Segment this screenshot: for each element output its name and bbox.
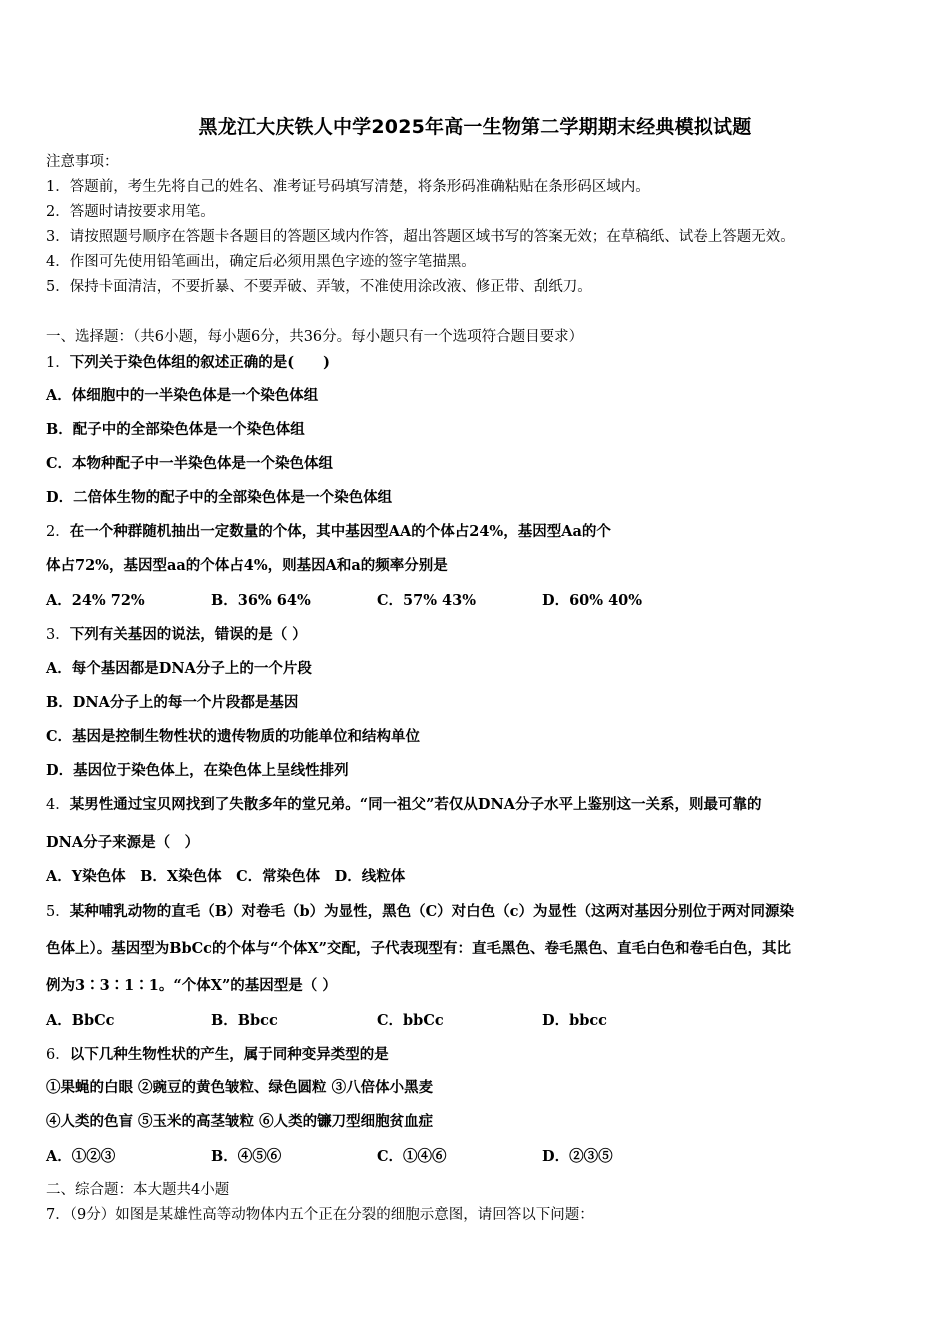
exam-page xyxy=(46,0,916,1344)
question-stem: （9分）如图是某雄性高等动物体内五个正在分裂的细胞示意图，请回答以下问题： xyxy=(69,1207,594,1223)
question-stem: 某男性通过宝贝网找到了失散多年的堂兄弟。“同一祖父”若仅从DNA分子水平上鉴别这一关系，则最可靠的 xyxy=(69,796,762,813)
section2-heading: 二、综合题：本大题共4小题 xyxy=(46,1182,230,1198)
question-number: 4． xyxy=(46,797,70,813)
q4-options: A．Y染色体 B．X染色体 C．常染色体 D．线粒体 xyxy=(46,868,406,885)
q1-option-a: A．体细胞中的一半染色体是一个染色体组 xyxy=(46,387,319,404)
question-stem-cont: 例为3∶3∶1∶1。“个体X”的基因型是（ ） xyxy=(46,977,337,994)
question-4 xyxy=(46,795,762,815)
q6-option-a: A．①②③ xyxy=(46,1148,116,1165)
question-1 xyxy=(46,353,330,373)
q5-option-a: A．BbCc xyxy=(46,1012,115,1029)
q5-option-b: B．Bbcc xyxy=(211,1012,278,1029)
question-stem: 在一个种群随机抽出一定数量的个体，其中基因型AA的个体占24%，基因型Aa的个 xyxy=(69,523,611,540)
question-number: 5． xyxy=(46,904,70,920)
q6-items: ①果蝇的白眼 ②豌豆的黄色皱粒、绿色圆粒 ③八倍体小黑麦 xyxy=(46,1079,434,1096)
notice-item: 3．请按照题号顺序在答题卡各题目的答题区域内作答，超出答题区域书写的答案无效；在草稿纸、试卷上答题无效。 xyxy=(46,229,795,245)
section1-heading: 一、选择题：（共6小题，每小题6分，共36分。每小题只有一个选项符合题目要求） xyxy=(46,329,584,345)
question-number: 2． xyxy=(46,524,70,540)
notice-item: 5．保持卡面清洁，不要折暴、不要弄破、弄皱，不准使用涂改液、修正带、刮纸刀。 xyxy=(46,279,592,295)
question-stem-cont: 体占72%，基因型aa的个体占4%，则基因A和a的频率分别是 xyxy=(46,557,448,574)
question-7 xyxy=(46,1205,594,1225)
page-title: 黑龙江大庆铁人中学2025年高一生物第二学期期末经典模拟试题 xyxy=(198,116,752,138)
q1-option-c: C．本物种配子中一半染色体是一个染色体组 xyxy=(46,455,334,472)
question-number: 1． xyxy=(46,355,70,371)
question-6 xyxy=(46,1045,389,1065)
q2-option-a: A．24% 72% xyxy=(46,592,145,609)
q3-option-d: D．基因位于染色体上，在染色体上呈线性排列 xyxy=(46,762,349,779)
question-5 xyxy=(46,902,794,922)
q1-option-b: B．配子中的全部染色体是一个染色体组 xyxy=(46,421,305,438)
q5-option-c: C．bbCc xyxy=(377,1012,444,1029)
notice-item: 4．作图可先使用铅笔画出，确定后必须用黑色字迹的签字笔描黑。 xyxy=(46,254,476,270)
question-number: 6． xyxy=(46,1047,70,1063)
q6-option-b: B．④⑤⑥ xyxy=(211,1148,282,1165)
q2-option-d: D．60% 40% xyxy=(542,592,643,609)
notice-item: 1．答题前，考生先将自己的姓名、准考证号码填写清楚，将条形码准确粘贴在条形码区域内。 xyxy=(46,179,650,195)
question-stem: 某种哺乳动物的直毛（B）对卷毛（b）为显性，黑色（C）对白色（c）为显性（这两对基因分别位于两对同源染 xyxy=(69,903,794,920)
question-stem-cont: DNA分子来源是（ ） xyxy=(46,834,200,851)
q5-option-d: D．bbcc xyxy=(542,1012,608,1029)
q3-option-c: C．基因是控制生物性状的遗传物质的功能单位和结构单位 xyxy=(46,728,421,745)
notice-item: 2．答题时请按要求用笔。 xyxy=(46,204,215,220)
question-number: 7． xyxy=(46,1207,70,1223)
question-stem: 下列有关基因的说法，错误的是（ ） xyxy=(69,626,307,643)
notice-heading: 注意事项： xyxy=(46,154,119,170)
q3-option-b: B．DNA分子上的每一个片段都是基因 xyxy=(46,694,299,711)
q2-option-c: C．57% 43% xyxy=(377,592,477,609)
question-2 xyxy=(46,522,611,542)
q6-option-c: C．①④⑥ xyxy=(377,1148,447,1165)
question-stem-cont: 色体上）。基因型为BbCc的个体与“个体X”交配，子代表现型有：直毛黑色、卷毛黑色、直毛白色和卷毛白色，其比 xyxy=(46,940,791,957)
q6-option-d: D．②③⑤ xyxy=(542,1148,613,1165)
q2-option-b: B．36% 64% xyxy=(211,592,311,609)
question-number: 3． xyxy=(46,627,70,643)
question-3 xyxy=(46,625,307,645)
q1-option-d: D．二倍体生物的配子中的全部染色体是一个染色体组 xyxy=(46,489,393,506)
question-stem: 以下几种生物性状的产生，属于同种变异类型的是 xyxy=(69,1046,389,1063)
question-stem: 下列关于染色体组的叙述正确的是( ) xyxy=(69,354,330,371)
q6-items: ④人类的色盲 ⑤玉米的高茎皱粒 ⑥人类的镰刀型细胞贫血症 xyxy=(46,1113,434,1130)
q3-option-a: A．每个基因都是DNA分子上的一个片段 xyxy=(46,660,312,677)
